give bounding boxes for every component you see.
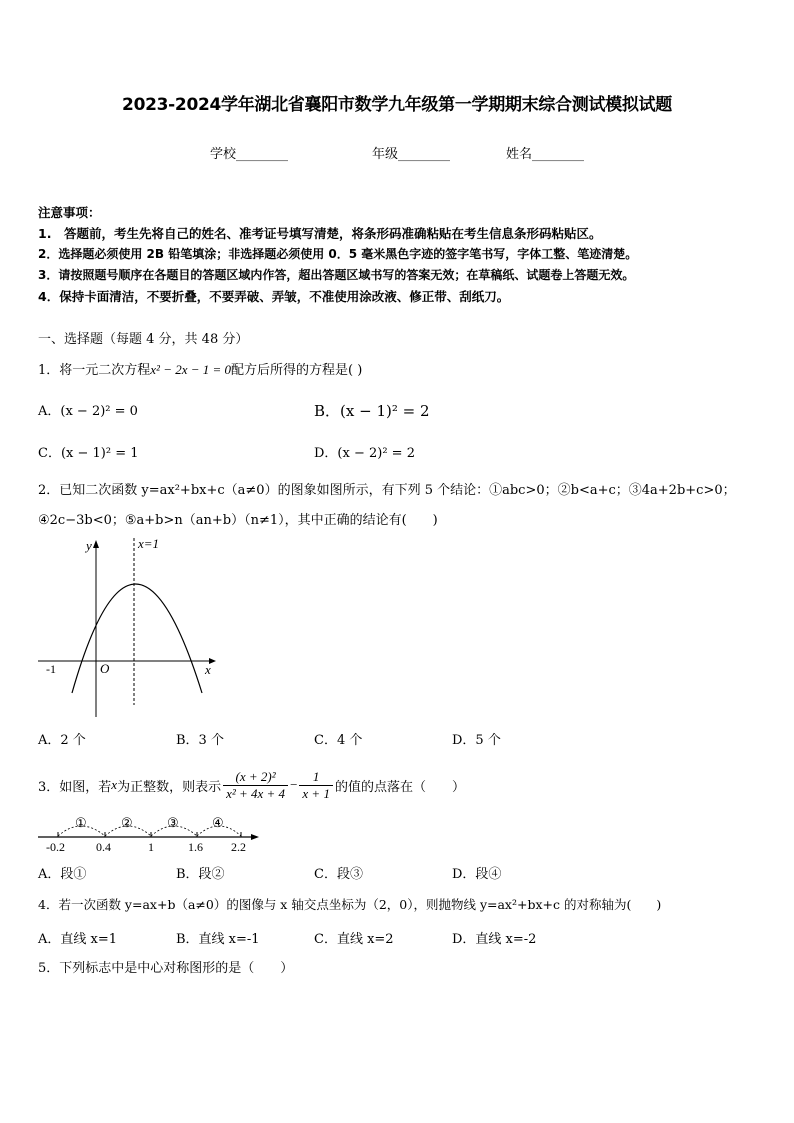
- q3-den1: x² + 4x + 4: [226, 785, 286, 801]
- question-2-line1: 2．已知二次函数 y=ax²+bx+c（a≠0）的图象如图所示，有下列 5 个结论：①abc>0；②b<a+c；③4a+2b+c>0；: [38, 483, 736, 498]
- q4-option-c[interactable]: C．直线 x=2: [314, 932, 394, 947]
- notice-item: 3．请按照题号顺序在各题目的答题区域内作答，超出答题区域书写的答案无效；在草稿纸、试题卷上答题无效。: [38, 268, 635, 282]
- tick-label: 1.6: [188, 840, 203, 854]
- q3-num1: (x + 2)²: [223, 769, 288, 786]
- origin-label: O: [100, 661, 110, 676]
- parabola-graph: [34, 533, 224, 723]
- y-axis-arrow: [93, 540, 99, 548]
- q3-num2: 1: [299, 769, 333, 786]
- segment-3: ③: [167, 815, 179, 830]
- number-line: [34, 812, 266, 856]
- question-2-line2: ④2c−3b<0；⑤a+b>n（an+b）（n≠1），其中正确的结论有( ): [38, 513, 438, 528]
- q3-mid: 为正整数，则表示: [117, 779, 222, 795]
- segment-4: ④: [212, 815, 224, 830]
- q3-fraction-1: [223, 769, 288, 802]
- q3-option-c[interactable]: C．段③: [314, 867, 363, 882]
- segment-1: ①: [75, 815, 87, 830]
- q1-prefix: 1．将一元二次方程: [38, 363, 151, 378]
- y-label: y: [86, 538, 92, 553]
- question-4: 4．若一次函数 y=ax+b（a≠0）的图像与 x 轴交点坐标为（2，0），则抛物线 y=ax²+bx+c 的对称轴为( ): [38, 897, 662, 912]
- q3-minus: −: [290, 777, 298, 792]
- tick-label: 1: [148, 840, 154, 854]
- q3-fraction-2: [299, 769, 333, 802]
- neg1-label: -1: [46, 662, 56, 676]
- q3-var: x: [111, 777, 118, 792]
- q4-option-b[interactable]: B．直线 x=-1: [176, 932, 260, 947]
- school-field: 学校________: [210, 147, 289, 162]
- page-title: 2023-2024学年湖北省襄阳市数学九年级第一学期期末综合测试模拟试题: [122, 95, 672, 115]
- notice-item: 2．选择题必须使用 2B 铅笔填涂；非选择题必须使用 0．5 毫米黑色字迹的签字笔书写，字体工整、笔迹清楚。: [38, 247, 638, 261]
- question-3: [38, 762, 465, 808]
- number-line-arrow: [251, 834, 259, 840]
- q2-option-c[interactable]: C．4 个: [314, 733, 363, 748]
- q1-option-d[interactable]: D．(x − 2)² = 2: [314, 446, 415, 461]
- parabola-curve: [72, 584, 202, 693]
- q1-option-a[interactable]: A．(x − 2)² = 0: [38, 404, 138, 419]
- question-1: [38, 359, 362, 378]
- grade-field: 年级________: [372, 147, 451, 162]
- segment-2: ②: [121, 815, 133, 830]
- q2-option-d[interactable]: D．5 个: [452, 733, 501, 748]
- tick-label: 2.2: [231, 840, 246, 854]
- q1-option-c[interactable]: C．(x − 1)² = 1: [38, 446, 139, 461]
- notice-item: 1. 答题前，考生先将自己的姓名、准考证号填写清楚，将条形码准确粘贴在考生信息条形码粘贴区。: [38, 226, 602, 241]
- q3-option-a[interactable]: A．段①: [38, 867, 87, 882]
- question-5: 5．下列标志中是中心对称图形的是（ ）: [38, 961, 294, 976]
- tick-label: 0.4: [96, 840, 111, 854]
- notice-item: 4．保持卡面清洁，不要折叠，不要弄破、弄皱，不准使用涂改液、修正带、刮纸刀。: [38, 289, 510, 304]
- q1-equation: x² − 2x − 1 = 0: [150, 362, 232, 377]
- q4-option-d[interactable]: D．直线 x=-2: [452, 932, 537, 947]
- q3-suffix: 的值的点落在（ ）: [334, 779, 465, 795]
- q1-suffix: 配方后所得的方程是( ): [231, 363, 363, 378]
- q3-prefix: 3．如图，若: [38, 779, 112, 795]
- q2-option-b[interactable]: B．3 个: [176, 733, 224, 748]
- x-label: x: [205, 662, 211, 677]
- name-field: 姓名________: [506, 147, 585, 162]
- axis-label: x=1: [138, 536, 160, 551]
- section-heading: 一、选择题（每题 4 分，共 48 分）: [38, 332, 249, 347]
- notice-heading: 注意事项：: [38, 205, 101, 220]
- q1-option-b[interactable]: B．(x − 1)² = 2: [314, 402, 430, 420]
- q2-option-a[interactable]: A．2 个: [38, 733, 86, 748]
- tick-label: -0.2: [46, 840, 65, 854]
- q3-den2: x + 1: [302, 785, 330, 801]
- q3-option-d[interactable]: D．段④: [452, 867, 502, 882]
- q3-option-b[interactable]: B．段②: [176, 867, 225, 882]
- q4-option-a[interactable]: A．直线 x=1: [38, 932, 118, 947]
